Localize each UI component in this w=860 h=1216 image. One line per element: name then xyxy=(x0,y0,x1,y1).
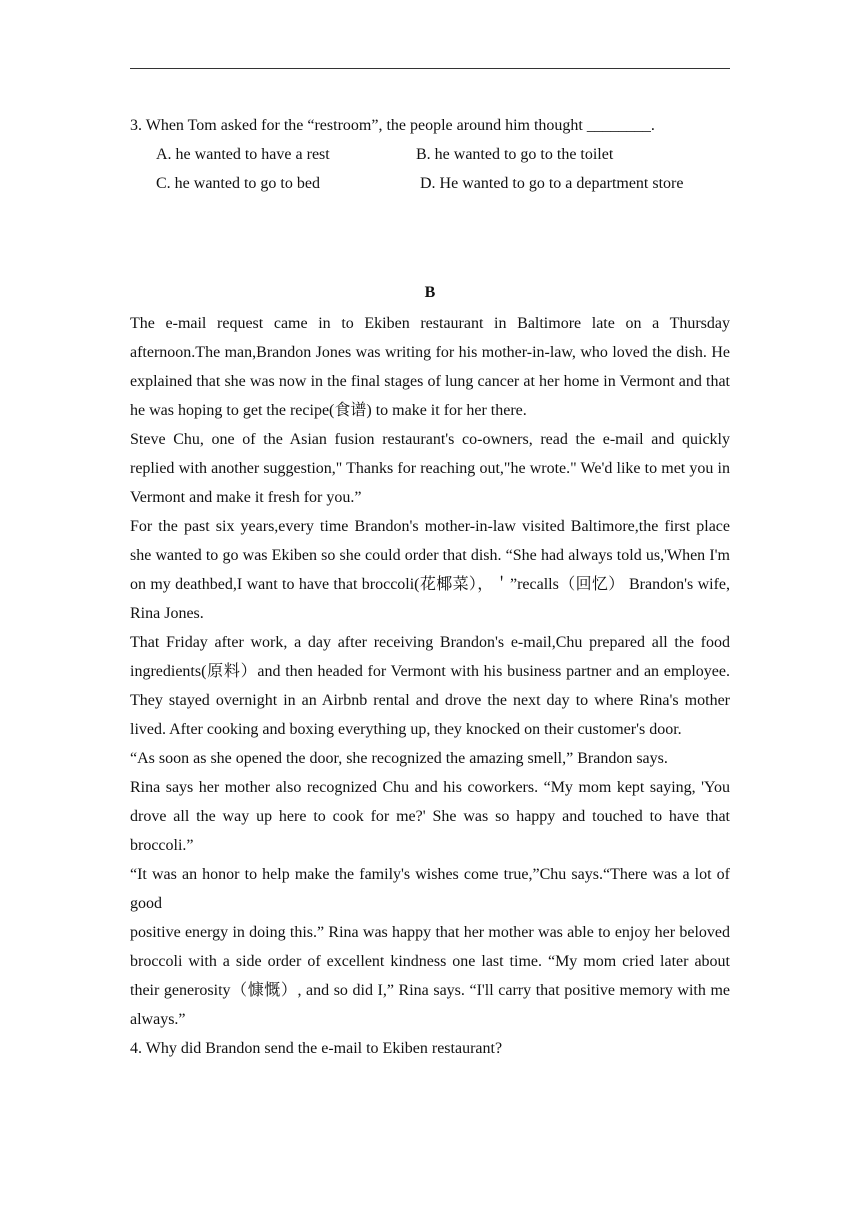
paragraph-2: Steve Chu, one of the Asian fusion restaurant's co-owners, read the e-mail and quickly replied with another suggestion," Thanks for reaching out,"he wrote." We'd like to met you in Vermont and make it fresh for you.” xyxy=(130,431,730,506)
question-3 xyxy=(130,111,730,198)
option-a: A. he wanted to have a rest xyxy=(156,146,330,163)
option-c: C. he wanted to go to bed xyxy=(156,175,320,192)
question-3-stem: 3. When Tom asked for the “restroom”, the people around him thought ________. xyxy=(130,117,655,134)
paragraph-7: “It was an honor to help make the family's wishes come true,”Chu says.“There was a lot of good xyxy=(130,866,730,912)
option-b: B. he wanted to go to the toilet xyxy=(416,146,614,163)
paragraph-4: That Friday after work, a day after receiving Brandon's e-mail,Chu prepared all the food ingredients(原料）and then headed for Vermont with his business partner and an employee. They stayed overnight in an Airbnb rental and drove the next day to where Rina's mother lived. After cooking and boxing everything up, they knocked on their customer's door. xyxy=(130,634,730,738)
header-divider xyxy=(130,68,730,69)
options-row-2 xyxy=(130,169,730,198)
paragraph-5: “As soon as she opened the door, she recognized the amazing smell,” Brandon says. xyxy=(130,750,668,767)
paragraph-1: The e-mail request came in to Ekiben restaurant in Baltimore late on a Thursday afternoon.The man,Brandon Jones was writing for his mother-in-law, who loved the dish. He explained that she was now in the final stages of lung cancer at her home in Vermont and that he was hoping to get the recipe(食谱) to make it for her there. xyxy=(130,315,730,419)
paragraph-3: For the past six years,every time Brandon's mother-in-law visited Baltimore,the first place she wanted to go was Ekiben so she could order that dish. “She had always told us,'When I'm on my deathbed,I want to have that broccoli(花椰菜），＇”recalls（回忆） Brandon's wife, Rina Jones. xyxy=(130,518,730,622)
paragraph-6: Rina says her mother also recognized Chu and his coworkers. “My mom kept saying, 'You drove all the way up here to cook for me?' She was so happy and touched to have that broccoli.” xyxy=(130,779,730,854)
paragraph-8: positive energy in doing this.” Rina was happy that her mother was able to enjoy her beloved broccoli with a side order of excellent kindness one last time. “My mom cried later about their generosity（慷慨）, and so did I,” Rina says. “I'll carry that positive memory with me always.” xyxy=(130,924,730,1028)
options-row-1 xyxy=(130,140,730,169)
passage-b xyxy=(130,309,730,1063)
section-b-title: B xyxy=(424,284,436,301)
option-d: D. He wanted to go to a department store xyxy=(420,175,684,192)
question-4-stem: 4. Why did Brandon send the e-mail to Ekiben restaurant? xyxy=(130,1040,503,1057)
